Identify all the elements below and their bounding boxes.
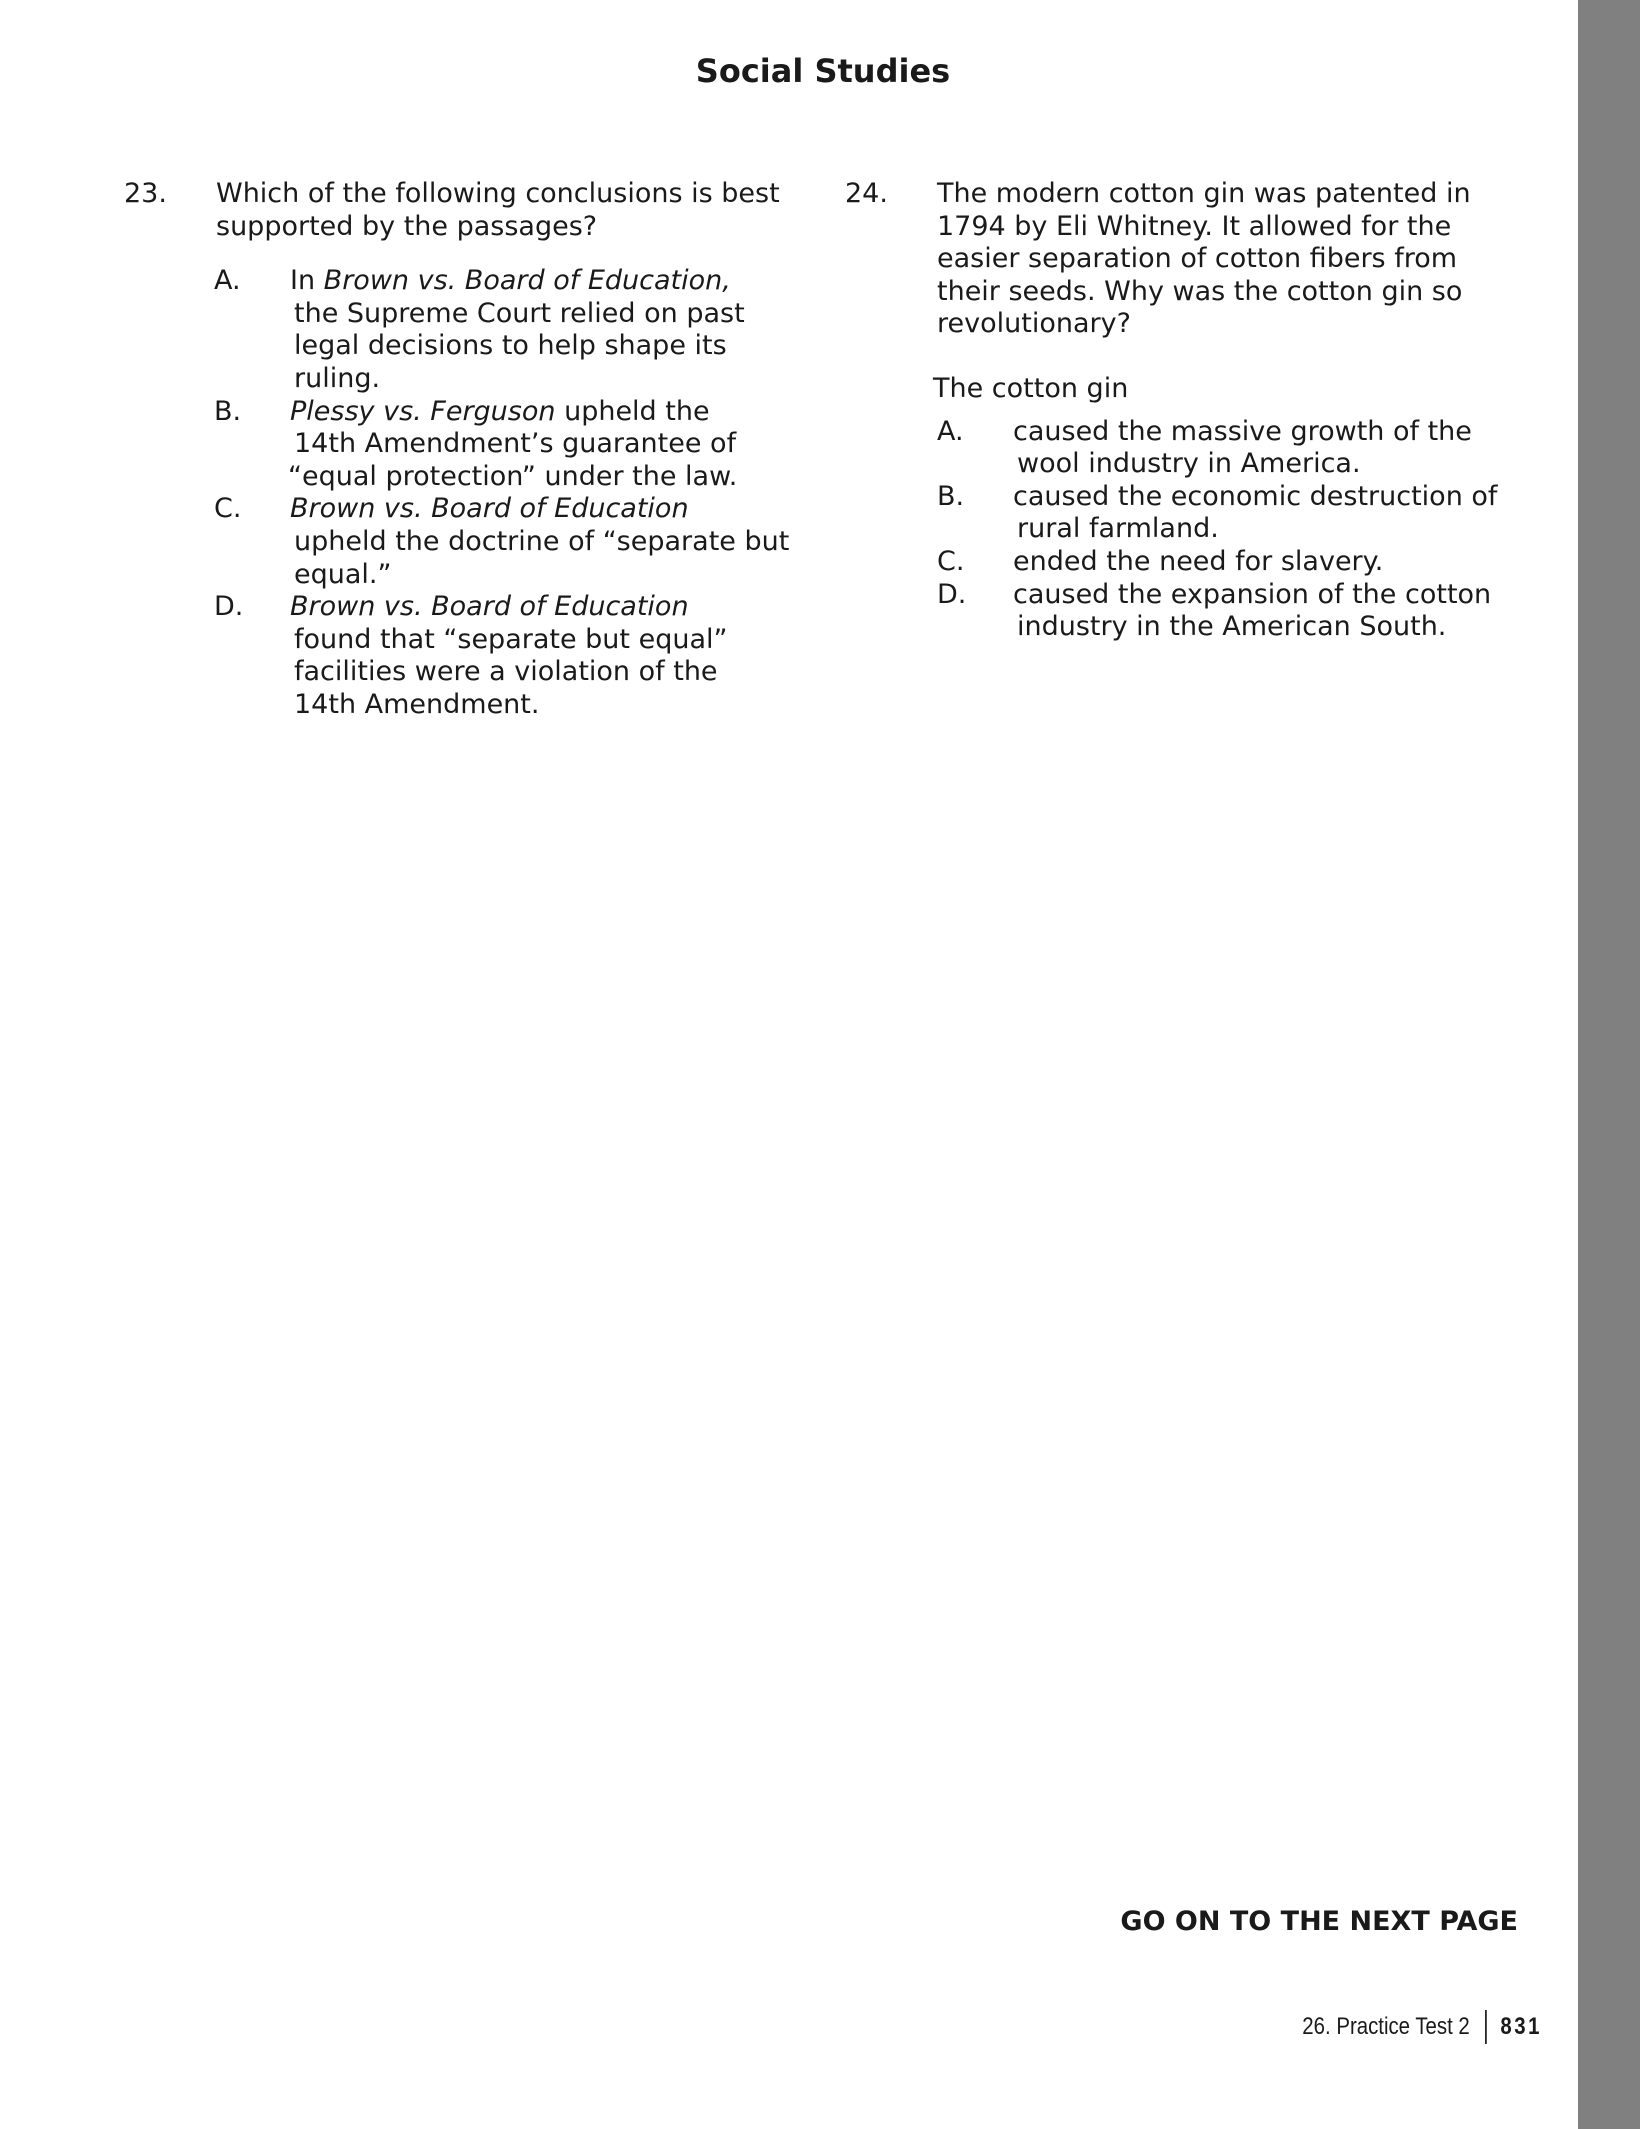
text: 14th Amendment’s guarantee of xyxy=(294,428,737,460)
question-stem xyxy=(937,178,1471,341)
option-letter: D. xyxy=(937,578,967,610)
option-line xyxy=(290,591,689,624)
footer-divider xyxy=(1485,2010,1487,2044)
option-line xyxy=(1017,513,1219,546)
text: ruling. xyxy=(294,363,381,394)
option-line xyxy=(1013,481,1497,514)
page-number: 831 xyxy=(1500,2013,1542,2040)
text: upheld the xyxy=(555,395,710,427)
page-title: Social Studies xyxy=(695,52,951,90)
answer-lead: The cotton gin xyxy=(933,373,1129,404)
option-letter: C. xyxy=(214,493,242,525)
option-line xyxy=(294,428,736,461)
question-number: 23. xyxy=(124,178,167,209)
italic-text: Brown vs. Board of Education, xyxy=(323,265,731,297)
text: found that “separate but equal” xyxy=(294,623,728,655)
option-line xyxy=(1013,579,1491,612)
option-line xyxy=(294,298,745,331)
stem-line: easier separation of cotton fibers from xyxy=(937,243,1458,275)
text: In xyxy=(290,265,324,297)
option-letter: A. xyxy=(214,265,241,297)
option-line xyxy=(294,330,727,363)
option-line xyxy=(294,526,789,559)
text: “equal protection” under the law. xyxy=(288,460,738,492)
option-letter: B. xyxy=(214,395,242,427)
text: facilities were a violation of the xyxy=(294,656,718,688)
option-letter: C. xyxy=(937,546,965,577)
stem-line: their seeds. Why was the cotton gin so xyxy=(937,275,1463,307)
page-footer xyxy=(1302,2010,1542,2044)
text: caused the economic destruction of xyxy=(1013,480,1498,512)
text: upheld the doctrine of “separate but xyxy=(294,526,790,557)
text: equal.” xyxy=(294,558,392,590)
option-line xyxy=(294,363,380,396)
italic-text: Brown vs. Board of Education xyxy=(290,493,689,525)
text: caused the expansion of the cotton xyxy=(1013,578,1492,610)
option-line xyxy=(290,493,689,526)
option-line xyxy=(294,559,391,592)
option-line xyxy=(294,689,539,722)
option-line xyxy=(290,265,731,298)
stem-line: 1794 by Eli Whitney. It allowed for the xyxy=(937,210,1452,242)
text: wool industry in America. xyxy=(1017,448,1361,480)
italic-text: Brown vs. Board of Education xyxy=(290,591,689,623)
chapter-label: 26. Practice Test 2 xyxy=(1302,2013,1470,2040)
italic-text: Plessy vs. Ferguson xyxy=(290,395,556,427)
text: the Supreme Court relied on past xyxy=(294,297,745,329)
text: industry in the American South. xyxy=(1017,611,1447,643)
side-tab-bar xyxy=(1578,0,1640,2129)
option-line xyxy=(1017,448,1361,481)
option-letter: B. xyxy=(937,480,965,512)
stem-line: The modern cotton gin was patented in xyxy=(937,178,1471,209)
option-line xyxy=(294,624,727,657)
text: caused the massive growth of the xyxy=(1013,415,1472,447)
option-line xyxy=(1013,546,1383,579)
text: 14th Amendment. xyxy=(294,689,540,720)
option-letter: D. xyxy=(214,591,244,623)
text: legal decisions to help shape its xyxy=(294,330,727,362)
go-on-next-page: GO ON TO THE NEXT PAGE xyxy=(1120,1906,1518,1937)
text: rural farmland. xyxy=(1017,513,1219,545)
stem-line: revolutionary? xyxy=(937,308,1131,340)
text: ended the need for slavery. xyxy=(1013,546,1384,577)
stem-line: Which of the following conclusions is best xyxy=(216,178,780,209)
question-stem xyxy=(216,178,780,243)
option-line xyxy=(288,461,737,494)
option-line xyxy=(290,396,710,429)
option-line xyxy=(294,656,718,689)
option-letter: A. xyxy=(937,415,964,447)
stem-line: supported by the passages? xyxy=(216,210,598,242)
question-number: 24. xyxy=(845,178,888,209)
option-line xyxy=(1013,416,1472,449)
option-line xyxy=(1017,611,1446,644)
